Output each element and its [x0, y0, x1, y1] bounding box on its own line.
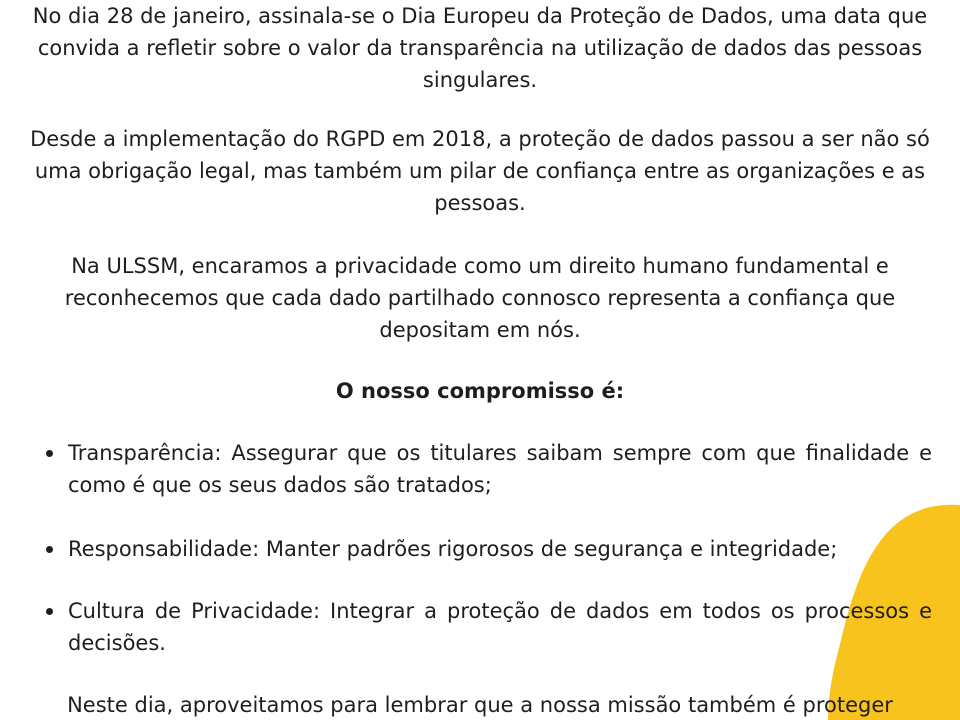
- list-item-text: Responsabilidade: Manter padrões rigorosos de segurança e integridade;: [68, 537, 838, 561]
- list-item: [46, 533, 932, 565]
- bullet-dot-icon: [46, 608, 53, 615]
- gdpr-paragraph: Desde a implementação do RGPD em 2018, a proteção de dados passou a ser não só uma obrigação legal, mas também um pilar de confiança entre as organizações e as pessoas.: [30, 127, 930, 215]
- ulssm-paragraph: Na ULSSM, encaramos a privacidade como um direito humano fundamental e reconhecemos que cada dado partilhado connosco representa a confiança que depositam em nós.: [64, 254, 896, 342]
- list-item-text: Transparência: Assegurar que os titulares saibam sempre com que finalidade e como é que os seus dados são tratados;: [68, 441, 932, 497]
- list-item-text: Cultura de Privacidade: Integrar a proteção de dados em todos os processos e decisões.: [68, 599, 932, 655]
- intro-paragraph: No dia 28 de janeiro, assinala-se o Dia Europeu da Proteção de Dados, uma data que convida a refletir sobre o valor da transparência na utilização de dados das pessoas singulares.: [32, 4, 928, 92]
- list-item: [46, 595, 932, 659]
- commitment-heading: O nosso compromisso é:: [335, 379, 625, 403]
- bullet-dot-icon: [46, 546, 53, 553]
- list-item: [46, 437, 932, 501]
- bullet-dot-icon: [46, 450, 53, 457]
- closing-paragraph: Neste dia, aproveitamos para lembrar que a nossa missão também é proteger: [67, 693, 893, 717]
